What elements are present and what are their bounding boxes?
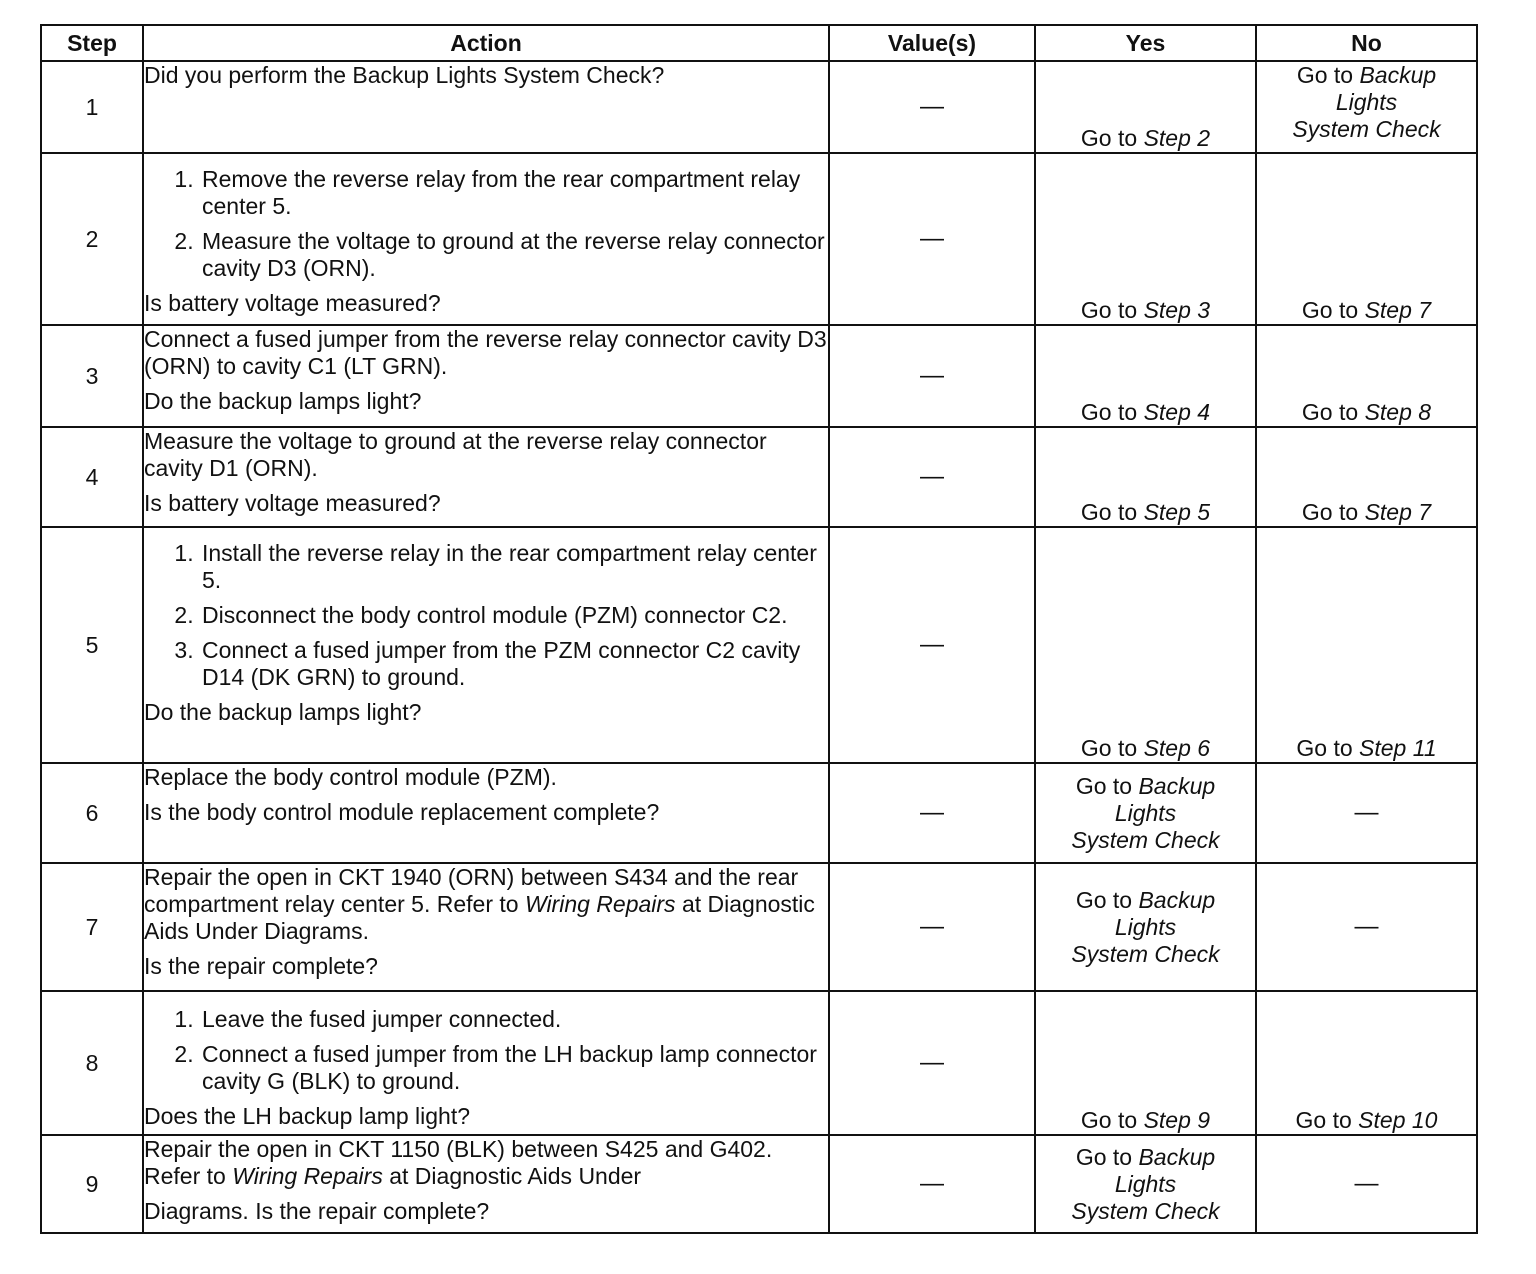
table-row bbox=[41, 61, 1477, 153]
step-number: 4 bbox=[41, 427, 143, 527]
step-number: 2 bbox=[41, 153, 143, 325]
action-cell bbox=[143, 427, 829, 527]
header-values: Value(s) bbox=[829, 25, 1035, 61]
yes-cell: Go to Backup Lights System Check bbox=[1035, 1135, 1256, 1233]
table-row bbox=[41, 325, 1477, 427]
action-cell bbox=[143, 325, 829, 427]
step-number: 1 bbox=[41, 61, 143, 153]
step-ref: Step 9 bbox=[1143, 1107, 1211, 1133]
value-cell: — bbox=[829, 325, 1035, 427]
table-row bbox=[41, 763, 1477, 863]
yes-cell: Go to Step 2 bbox=[1035, 61, 1256, 153]
yes-cell: Go to Step 3 bbox=[1035, 153, 1256, 325]
step-ref: Step 6 bbox=[1143, 735, 1211, 761]
diagnostic-table bbox=[40, 24, 1478, 1234]
action-text: Did you perform the Backup Lights System Check? bbox=[144, 62, 665, 88]
no-cell: Go to Backup Lights System Check bbox=[1256, 61, 1477, 153]
step-number: 6 bbox=[41, 763, 143, 863]
value-cell: — bbox=[829, 527, 1035, 763]
procedure-ref: Backup bbox=[1359, 62, 1437, 88]
yes-cell: Go to Backup Lights System Check bbox=[1035, 763, 1256, 863]
value-cell: — bbox=[829, 153, 1035, 325]
action-text: Replace the body control module (PZM). bbox=[144, 764, 557, 790]
substep: 2. Connect a fused jumper from the LH backup lamp connector cavity G (BLK) to ground. bbox=[200, 1041, 828, 1095]
action-cell bbox=[143, 527, 829, 763]
header-step: Step bbox=[41, 25, 143, 61]
step-number: 3 bbox=[41, 325, 143, 427]
step-ref: Step 2 bbox=[1143, 125, 1211, 151]
step-number: 8 bbox=[41, 991, 143, 1135]
yes-cell: Go to Step 9 bbox=[1035, 991, 1256, 1135]
yes-cell: Go to Step 6 bbox=[1035, 527, 1256, 763]
action-question: Diagrams. Is the repair complete? bbox=[144, 1198, 490, 1224]
value-cell: — bbox=[829, 763, 1035, 863]
substep: 2. Disconnect the body control module (PZM) connector C2. bbox=[200, 602, 828, 629]
table-row bbox=[41, 527, 1477, 763]
reference-link: Wiring Repairs bbox=[232, 1163, 383, 1189]
action-question: Is battery voltage measured? bbox=[144, 490, 441, 516]
no-cell: Go to Step 11 bbox=[1256, 527, 1477, 763]
substep: 2. Measure the voltage to ground at the reverse relay connector cavity D3 (ORN). bbox=[200, 228, 828, 282]
action-question: Do the backup lamps light? bbox=[144, 388, 422, 414]
procedure-ref: Backup bbox=[1138, 772, 1216, 799]
procedure-ref: Backup bbox=[1138, 1143, 1216, 1170]
table-row bbox=[41, 153, 1477, 325]
no-cell: — bbox=[1256, 1135, 1477, 1233]
substep-list bbox=[144, 540, 828, 691]
step-ref: Step 8 bbox=[1364, 399, 1432, 425]
step-ref: Step 4 bbox=[1143, 399, 1211, 425]
step-number: 5 bbox=[41, 527, 143, 763]
table-row bbox=[41, 1135, 1477, 1233]
substep-list bbox=[144, 1006, 828, 1095]
no-cell: Go to Step 8 bbox=[1256, 325, 1477, 427]
action-cell bbox=[143, 61, 829, 153]
step-number: 7 bbox=[41, 863, 143, 991]
substep: 1. Remove the reverse relay from the rear compartment relay center 5. bbox=[200, 166, 828, 220]
yes-cell: Go to Step 4 bbox=[1035, 325, 1256, 427]
header-row bbox=[41, 25, 1477, 61]
action-cell bbox=[143, 153, 829, 325]
action-text: Measure the voltage to ground at the reverse relay connector cavity D1 (ORN). bbox=[144, 428, 767, 481]
no-cell: — bbox=[1256, 863, 1477, 991]
no-cell: Go to Step 7 bbox=[1256, 153, 1477, 325]
substep-list bbox=[144, 166, 828, 282]
value-cell: — bbox=[829, 61, 1035, 153]
step-ref: Step 5 bbox=[1143, 499, 1211, 525]
value-cell: — bbox=[829, 427, 1035, 527]
no-cell: Go to Step 10 bbox=[1256, 991, 1477, 1135]
header-no: No bbox=[1256, 25, 1477, 61]
header-action: Action bbox=[143, 25, 829, 61]
yes-cell: Go to Step 5 bbox=[1035, 427, 1256, 527]
substep: 3. Connect a fused jumper from the PZM connector C2 cavity D14 (DK GRN) to ground. bbox=[200, 637, 828, 691]
value-cell: — bbox=[829, 863, 1035, 991]
no-cell: — bbox=[1256, 763, 1477, 863]
action-cell bbox=[143, 863, 829, 991]
step-ref: Step 3 bbox=[1143, 297, 1211, 323]
action-cell bbox=[143, 991, 829, 1135]
action-question: Is the body control module replacement complete? bbox=[144, 799, 660, 825]
step-number: 9 bbox=[41, 1135, 143, 1233]
action-question: Does the LH backup lamp light? bbox=[144, 1103, 471, 1129]
step-ref: Step 7 bbox=[1364, 499, 1432, 525]
action-cell bbox=[143, 763, 829, 863]
substep: 1. Leave the fused jumper connected. bbox=[200, 1006, 828, 1033]
action-text: Repair the open in CKT 1150 (BLK) between S425 and G402. Refer to Wiring Repairs at Diagnostic Aids Under bbox=[144, 1136, 773, 1189]
action-text: Connect a fused jumper from the reverse relay connector cavity D3 (ORN) to cavity C1 (LT GRN). bbox=[144, 326, 827, 379]
value-cell: — bbox=[829, 1135, 1035, 1233]
procedure-ref: Backup bbox=[1138, 886, 1216, 913]
value-cell: — bbox=[829, 991, 1035, 1135]
action-cell bbox=[143, 1135, 829, 1233]
action-question: Is battery voltage measured? bbox=[144, 290, 441, 316]
action-question: Do the backup lamps light? bbox=[144, 699, 422, 725]
action-text: Repair the open in CKT 1940 (ORN) between S434 and the rear compartment relay center 5. Refer to Wiring Repairs at Diagnostic Aids Under Diagrams. bbox=[144, 864, 815, 944]
table-row bbox=[41, 991, 1477, 1135]
step-ref: Step 11 bbox=[1359, 735, 1437, 761]
header-yes: Yes bbox=[1035, 25, 1256, 61]
substep: 1. Install the reverse relay in the rear compartment relay center 5. bbox=[200, 540, 828, 594]
step-ref: Step 7 bbox=[1364, 297, 1432, 323]
table-row bbox=[41, 427, 1477, 527]
action-question: Is the repair complete? bbox=[144, 953, 378, 979]
step-ref: Step 10 bbox=[1358, 1107, 1438, 1133]
table-row bbox=[41, 863, 1477, 991]
yes-cell: Go to Backup Lights System Check bbox=[1035, 863, 1256, 991]
reference-link: Wiring Repairs bbox=[524, 891, 676, 917]
no-cell: Go to Step 7 bbox=[1256, 427, 1477, 527]
